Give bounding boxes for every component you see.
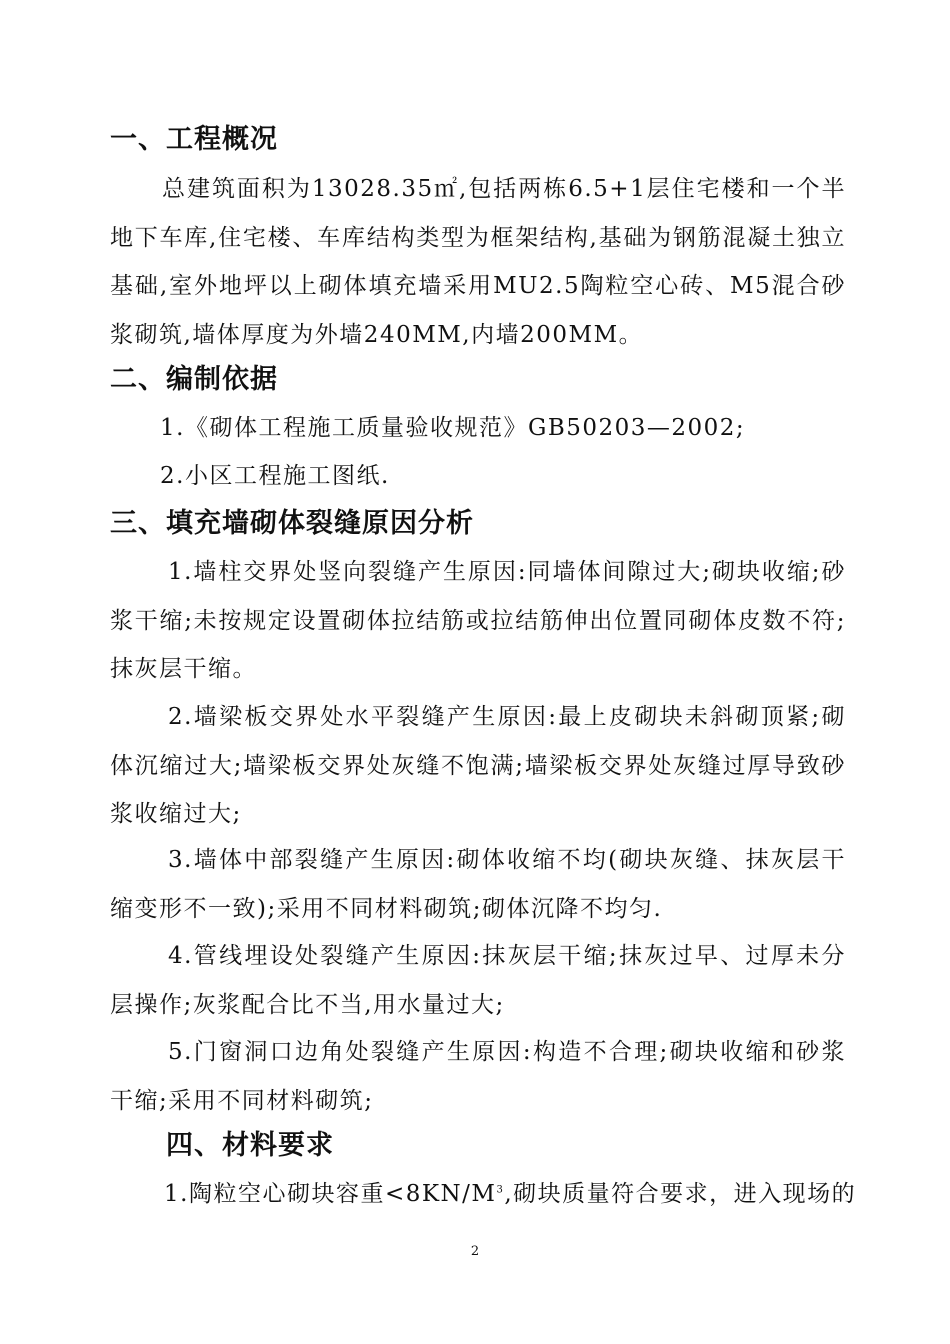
heading-basis: 二、编制依据 — [110, 364, 278, 395]
superscript-3: 3 — [496, 1184, 505, 1196]
crack-item-4: 4.管线埋设处裂缝产生原因:抹灰层干缩;抹灰过早、过厚未分层操作;灰浆配合比不当,用水量过大; — [110, 943, 846, 1018]
heading-material-requirements: 四、材料要求 — [166, 1130, 334, 1161]
material-item-1-text: 1.陶粒空心砌块容重<8KN/M — [164, 1181, 497, 1207]
heading-project-overview: 一、工程概况 — [110, 124, 278, 155]
paragraph-project-overview: 总建筑面积为13028.35㎡,包括两栋6.5+1层住宅楼和一个半地下车库,住宅楼、车库结构类型为框架结构,基础为钢筋混凝土独立基础,室外地坪以上砌体填充墙采用MU2.5陶粒空心砖、M5混合砂浆砌筑,墙体厚度为外墙240MM,内墙200MM。 — [110, 176, 846, 348]
crack-item-3: 3.墙体中部裂缝产生原因:砌体收缩不均(砌块灰缝、抹灰层干缩变形不一致);采用不同材料砌筑;砌体沉降不均匀. — [110, 847, 846, 922]
material-item-1-text-cont: ,砌块质量符合要求，进入现场的 — [504, 1181, 857, 1207]
crack-item-5: 5.门窗洞口边角处裂缝产生原因:构造不合理;砌块收缩和砂浆干缩;采用不同材料砌筑; — [110, 1039, 846, 1114]
heading-crack-analysis: 三、填充墙砌体裂缝原因分析 — [110, 508, 474, 539]
page-number: 2 — [470, 1244, 480, 1259]
basis-item-1: 1.《砌体工程施工质量验收规范》GB50203—2002; — [160, 415, 746, 441]
material-item-1 — [164, 1170, 856, 1218]
crack-item-2: 2.墙梁板交界处水平裂缝产生原因:最上皮砌块未斜砌顶紧;砌体沉缩过大;墙梁板交界处灰缝不饱满;墙梁板交界处灰缝过厚导致砂浆收缩过大; — [110, 704, 846, 827]
basis-item-2: 2.小区工程施工图纸. — [160, 463, 390, 489]
crack-item-1: 1.墙柱交界处竖向裂缝产生原因:同墙体间隙过大;砌块收缩;砂浆干缩;未按规定设置砌体拉结筋或拉结筋伸出位置同砌体皮数不符;抹灰层干缩。 — [110, 559, 846, 682]
